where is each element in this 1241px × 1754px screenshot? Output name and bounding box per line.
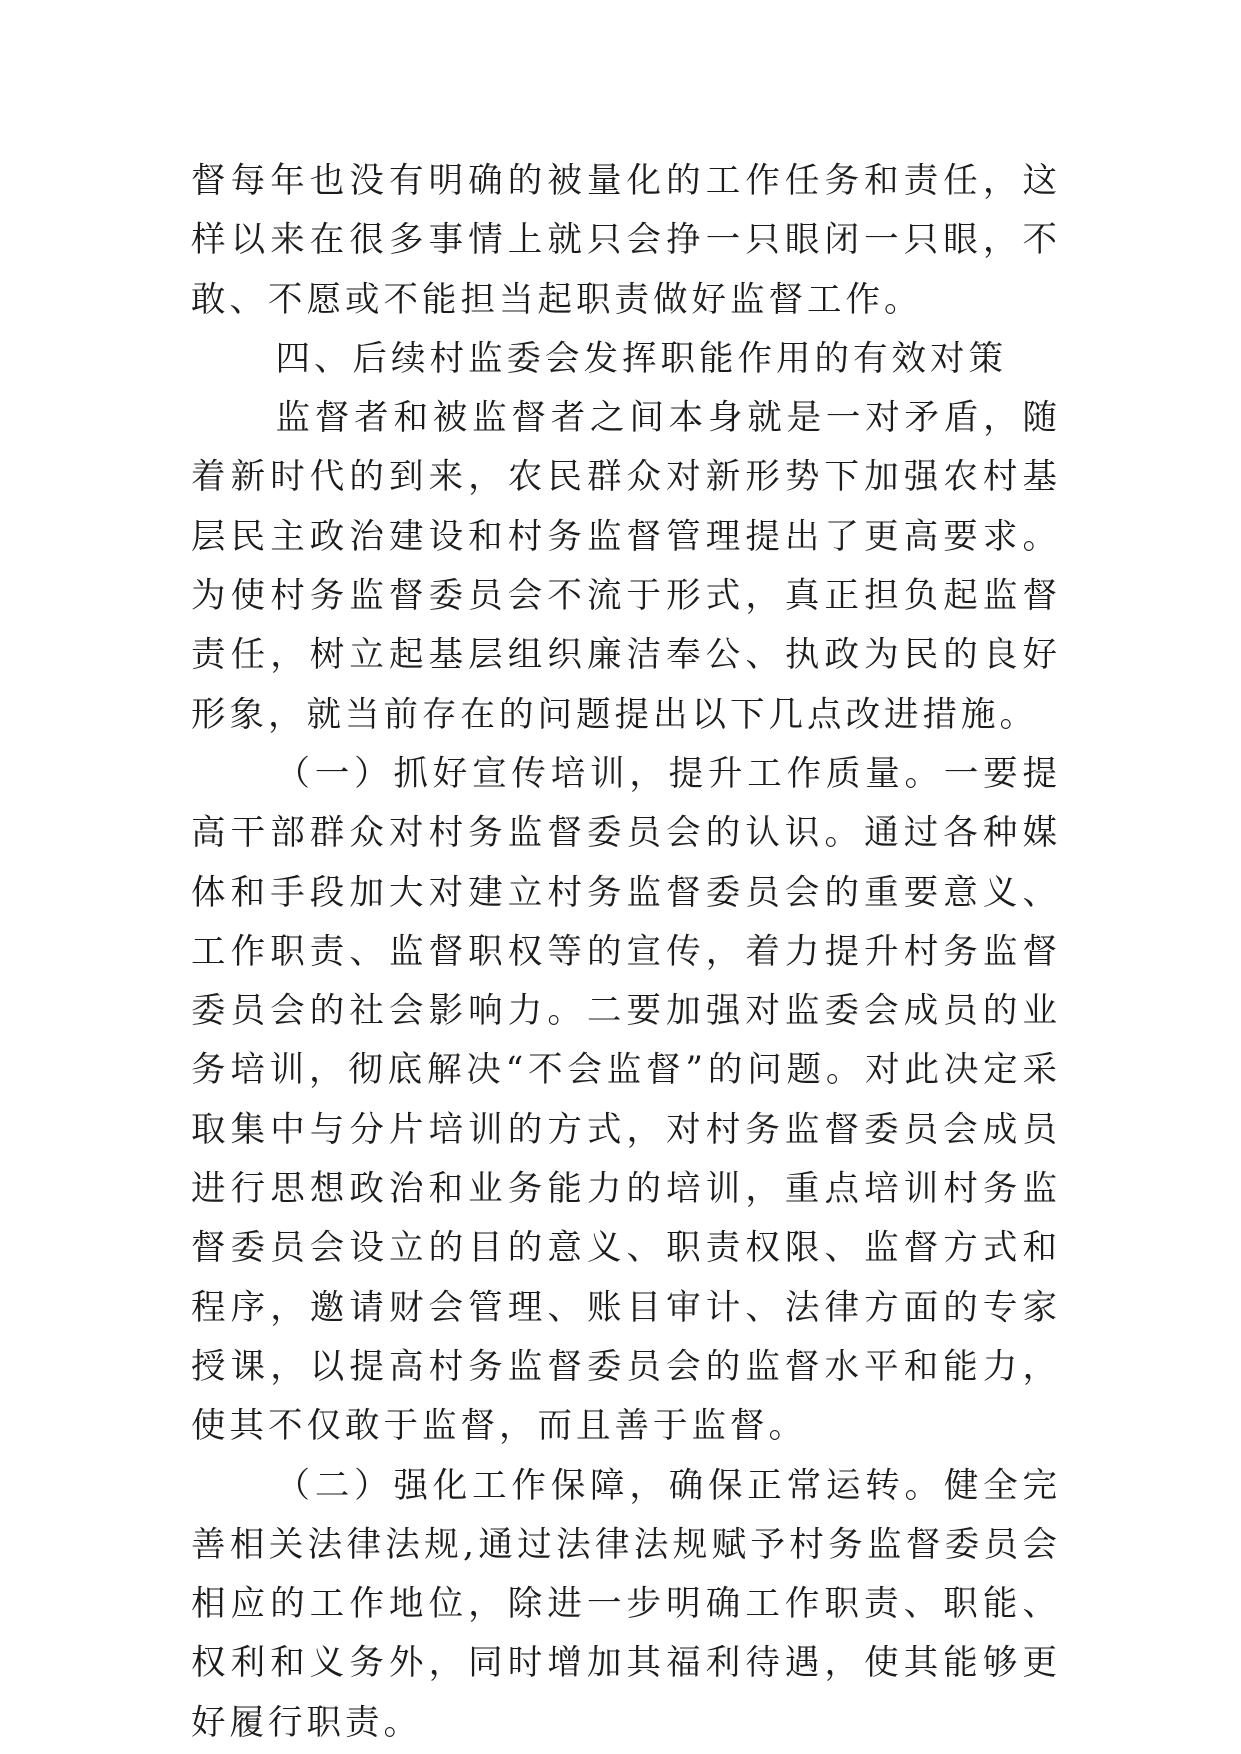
paragraph-measure-one: （一）抓好宣传培训，提升工作质量。一要提高干部群众对村务监督委员会的认识。通过各种媒体和手段加大对建立村务监督委员会的重要意义、工作职责、监督职权等的宣传，着力提升村务监督委员会的社会影响力。二要加强对监委会成员的业务培训，彻底解决“不会监督”的问题。对此决定采取集中与分片培训的方式，对村务监督委员会成员进行思想政治和业务能力的培训，重点培训村务监督委员会设立的目的意义、职责权限、监督方式和程序，邀请财会管理、账目审计、法律方面的专家授课，以提高村务监督委员会的监督水平和能力，使其不仅敢于监督，而且善于监督。	[191, 753, 1061, 1447]
paragraph-continuation: 督每年也没有明确的被量化的工作任务和责任，这样以来在很多事情上就只会挣一只眼闭一只眼，不敢、不愿或不能担当起职责做好监督工作。	[191, 161, 1061, 320]
paragraph-measure-two: （二）强化工作保障，确保正常运转。健全完善相关法律法规,通过法律法规赋予村务监督委员会相应的工作地位，除进一步明确工作职责、职能、权利和义务外，同时增加其福利待遇，使其能够更好履行职责。	[191, 1465, 1061, 1743]
paragraph-intro: 监督者和被监督者之间本身就是一对矛盾，随着新时代的到来，农民群众对新形势下加强农村基层民主政治建设和村务监督管理提出了更高要求。为使村务监督委员会不流于形式，真正担负起监督责任，树立起基层组织廉洁奉公、执政为民的良好形象，就当前存在的问题提出以下几点改进措施。	[191, 398, 1061, 735]
section-heading: 四、后续村监委会发挥职能作用的有效对策	[275, 338, 1008, 379]
document-body	[191, 152, 1061, 1753]
